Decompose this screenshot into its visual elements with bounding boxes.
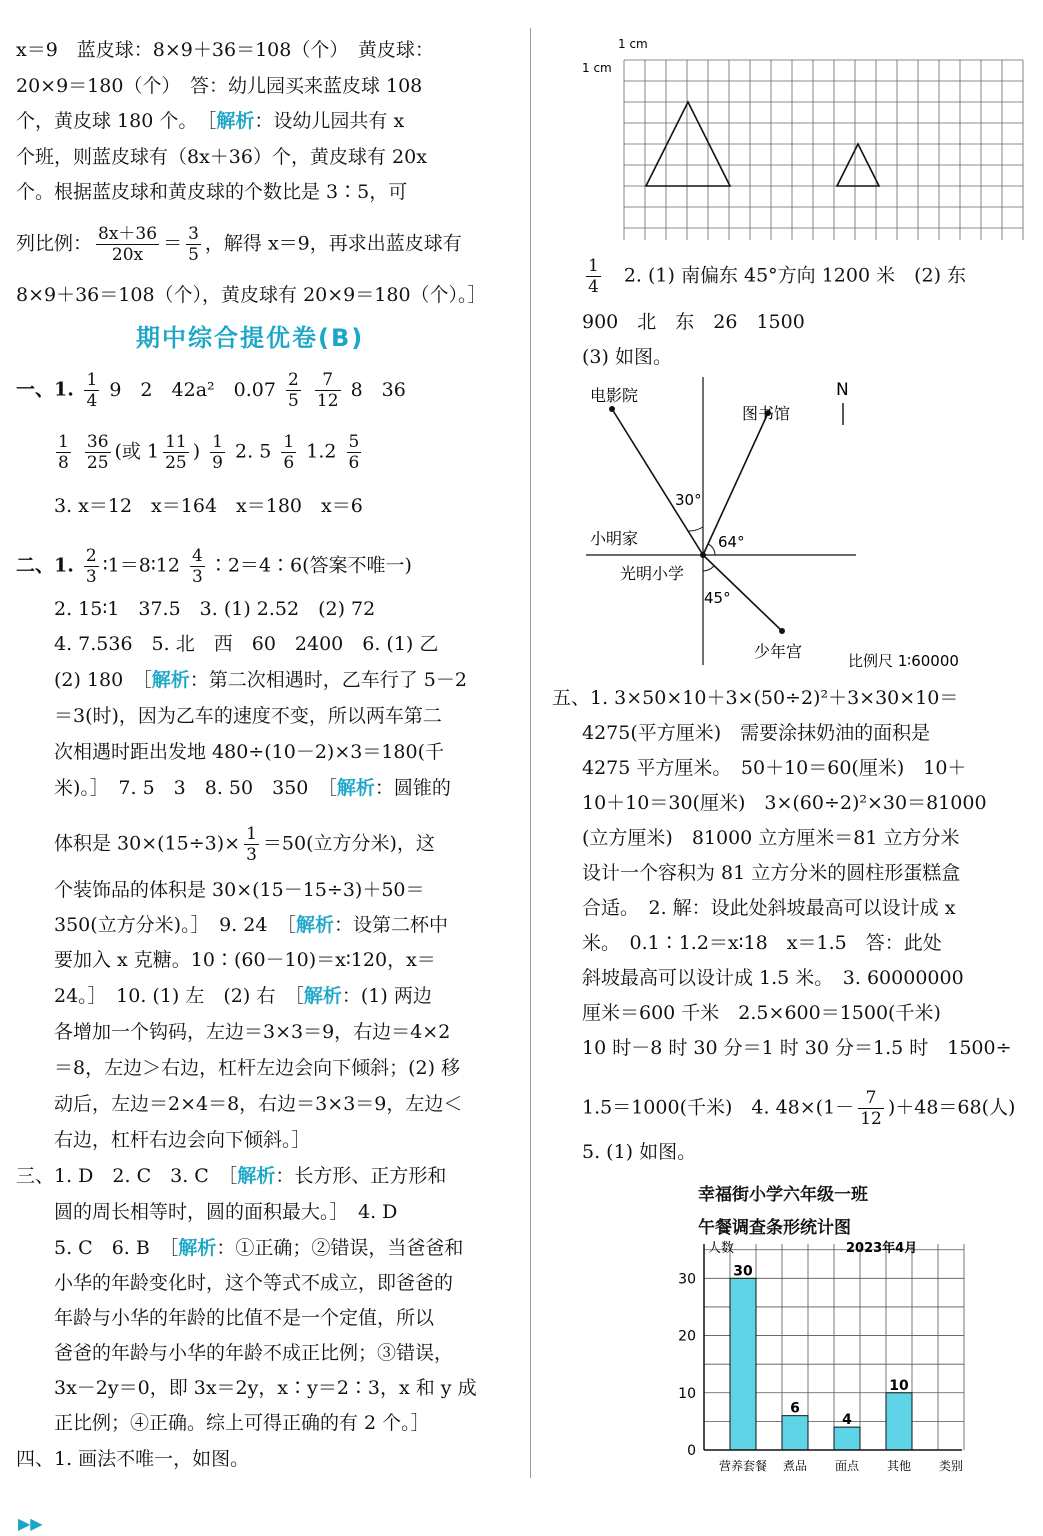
text-line: 圆的周长相等时，圆的面积最大。］ 4. D xyxy=(54,1201,398,1223)
text-line: 8×9＋36＝108（个），黄皮球有 20×9＝180（个）。］ xyxy=(16,284,487,306)
bar xyxy=(886,1393,912,1450)
text-line: 20×9＝180（个） 答：幼儿园买来蓝皮球 108 xyxy=(16,75,423,97)
text-line: 厘米＝600 千米 2.5×600＝1500(千米) xyxy=(582,1002,941,1024)
text-line: (3) 如图。 xyxy=(582,346,672,368)
text-line: 4275(平方厘米) 需要涂抹奶油的面积是 xyxy=(582,722,931,744)
category-label: 营养套餐 xyxy=(718,1459,768,1473)
text-line: 个装饰品的体积是 30×(15－15÷3)＋50＝ xyxy=(54,879,425,901)
text-line: 5. C 6. B ［解析：①正确；②错误，当爸爸和 xyxy=(54,1237,464,1259)
text-line: 个班，则蓝皮球有（8x＋36）个，黄皮球有 20x xyxy=(16,146,427,168)
text-line: 斜坡最高可以设计成 1.5 米。 3. 60000000 xyxy=(582,967,964,989)
cinema-label: 电影院 xyxy=(590,386,639,405)
text-line: (立方厘米) 81000 立方厘米＝81 立方分米 xyxy=(582,827,960,849)
library-label: 图书馆 xyxy=(742,404,791,423)
y-tick-label: 10 xyxy=(678,1385,696,1402)
text-line: 1.5＝1000(千米) 4. 48×(1－ $\frac{7}{12}$ )＋48＝68(人) xyxy=(582,1088,1016,1129)
text-line: 动后，左边＝2×4＝8，右边＝3×3＝9，左边＜ xyxy=(54,1093,463,1115)
text-line: 右边，杠杆右边会向下倾斜。］ xyxy=(54,1129,311,1151)
y-tick-label: 0 xyxy=(687,1443,696,1459)
text-line: 要加入 x 克糖。10∶(60－10)＝x∶120，x＝ xyxy=(54,949,436,971)
bar xyxy=(834,1427,860,1450)
y-tick-label: 30 xyxy=(678,1271,696,1288)
category-label: 面点 xyxy=(834,1459,860,1473)
text-line: 4. 7.536 5. 北 西 60 2400 6. (1) 乙 xyxy=(54,633,439,655)
text-line: 个。根据蓝皮球和黄皮球的个数比是 3∶5，可 xyxy=(16,181,408,203)
bar-value-label: 10 xyxy=(889,1377,909,1394)
text-line: (2) 180 ［解析：第二次相遇时，乙车行了 5－2 xyxy=(54,669,467,691)
grid-figure xyxy=(582,30,1032,240)
text-line: 4275 平方厘米。 50＋10＝60(厘米) 10＋ xyxy=(582,757,967,779)
grid-label-left: 1 cm xyxy=(582,61,612,75)
bar-value-label: 6 xyxy=(790,1400,800,1417)
text-line: 次相遇时距出发地 480÷(10－2)×3＝180(千 xyxy=(54,741,445,763)
text-line: 3x－2y＝0，即 3x＝2y，x∶y＝2∶3，x 和 y 成 xyxy=(54,1377,477,1399)
category-label: 其他 xyxy=(886,1459,912,1473)
bar-value-label: 30 xyxy=(733,1263,753,1280)
text-line: 2. 15∶1 37.5 3. (1) 2.52 (2) 72 xyxy=(54,598,376,620)
chart-subtitle: 午餐调查条形统计图 xyxy=(698,1218,851,1238)
text-line: 五、1. 3×50×10＋3×(50÷2)²＋3×30×10＝ xyxy=(552,687,959,709)
scale-label: 比例尺 1∶60000 xyxy=(848,652,959,670)
palace-label: 少年宫 xyxy=(754,642,803,661)
category-label: 类别 xyxy=(938,1459,964,1473)
text-line: 10 时－8 时 30 分＝1 时 30 分＝1.5 时 1500÷ xyxy=(582,1037,1012,1059)
chart-title: 幸福街小学六年级一班 xyxy=(698,1185,868,1205)
text-line: 10＋10＝30(厘米) 3×(60÷2)²×30＝81000 xyxy=(582,792,987,814)
volume-line: 体积是 30×(15÷3)× $\frac{1}{3}$ ＝50(立方分米)，这 xyxy=(54,824,435,865)
grid-label-top: 1 cm xyxy=(618,37,648,51)
bar-value-label: 4 xyxy=(842,1412,852,1429)
text-line: 三、1. D 2. C 3. C ［解析：长方形、正方形和 xyxy=(16,1165,447,1187)
angle-64: 64° xyxy=(718,533,745,551)
direction-map xyxy=(582,375,1032,675)
category-label: 煮品 xyxy=(782,1459,808,1473)
text-line: 设计一个容积为 81 立方分米的圆柱形蛋糕盒 xyxy=(582,862,961,884)
y-axis-label: 人数 xyxy=(708,1241,735,1256)
text-line: 爸爸的年龄与小华的年龄不成正比例；③错误， xyxy=(54,1342,454,1364)
column-divider xyxy=(530,28,531,1478)
text-line: ＝8，左边＞右边，杠杆左边会向下倾斜；(2) 移 xyxy=(54,1057,461,1079)
text-line: 5. (1) 如图。 xyxy=(582,1141,697,1163)
text-line: 四、1. 画法不唯一，如图。 xyxy=(16,1448,250,1470)
text-line: 正比例；④正确。综上可得正确的有 2 个。］ xyxy=(54,1412,430,1434)
text-line: x＝9 蓝皮球：8×9＋36＝108（个） 黄皮球： xyxy=(16,39,434,61)
text-line: 900 北 东 26 1500 xyxy=(582,311,805,333)
angle-45: 45° xyxy=(704,589,731,607)
bar xyxy=(730,1278,756,1450)
chart-date: 2023年4月 xyxy=(846,1241,918,1256)
q2-row1: 二、1. $\frac{2}{3}$ ∶1＝8∶12 $\frac{4}{3}$ ∶2＝4∶6(答案不唯一) xyxy=(16,546,412,587)
text-line: 年龄与小华的年龄的比值不是一个定值，所以 xyxy=(54,1307,435,1329)
proportion-line: 列比例： $\frac{8x+36}{20x}$ ＝ $\frac{3}{5}$ ，解得 x＝9，再求出蓝皮球有 xyxy=(16,224,462,265)
page-arrow-icon: ▶▶ xyxy=(18,1514,43,1533)
text-line: 个，黄皮球 180 个。 ［解析：设幼儿园共有 x xyxy=(16,110,405,132)
q1-row2: $\frac{1}{8}$ $\frac{36}{25}$ (或 1 $\frac{11}{25}$ ) $\frac{1}{9}$ 2. 5 $\frac{1}{6}$ 1.2 $\frac{5}{6}$ xyxy=(58,432,360,473)
text-line: 合适。 2. 解：设此处斜坡最高可以设计成 x xyxy=(582,897,956,919)
text-line: 小华的年龄变化时，这个等式不成立，即爸爸的 xyxy=(54,1272,454,1294)
north-label: N xyxy=(836,380,849,400)
y-tick-label: 20 xyxy=(678,1328,696,1345)
q2-line1: $\frac{1}{4}$ 2. (1) 南偏东 45°方向 1200 米 (2) 东 xyxy=(588,256,967,297)
school-label: 光明小学 xyxy=(620,564,685,583)
section-title: 期中综合提优卷(B) xyxy=(136,324,365,352)
bar xyxy=(782,1416,808,1450)
q1-row3: 3. x＝12 x＝164 x＝180 x＝6 xyxy=(54,495,363,517)
text-line: 各增加一个钩码，左边＝3×3＝9，右边＝4×2 xyxy=(54,1021,451,1043)
home-label: 小明家 xyxy=(590,529,639,548)
text-line: 350(立方分米)。］ 9. 24 ［解析：设第二杯中 xyxy=(54,914,448,936)
text-line: 米。 0.1∶1.2＝x∶18 x＝1.5 答：此处 xyxy=(582,932,942,954)
text-line: ＝3(时)，因为乙车的速度不变，所以两车第二 xyxy=(54,705,442,727)
text-line: 米)。］ 7. 5 3 8. 50 350 ［解析：圆锥的 xyxy=(54,777,451,799)
angle-30: 30° xyxy=(675,491,702,509)
q1-row1: 一、1. $\frac{1}{4}$ 9 2 42a² 0.07 $\frac{2}{5}$ $\frac{7}{12}$ 8 36 xyxy=(16,370,406,411)
analysis-label: 解析 xyxy=(216,110,255,132)
bar-chart xyxy=(662,1240,1022,1476)
text-line: 24。］ 10. (1) 左 (2) 右 ［解析：(1) 两边 xyxy=(54,985,432,1007)
